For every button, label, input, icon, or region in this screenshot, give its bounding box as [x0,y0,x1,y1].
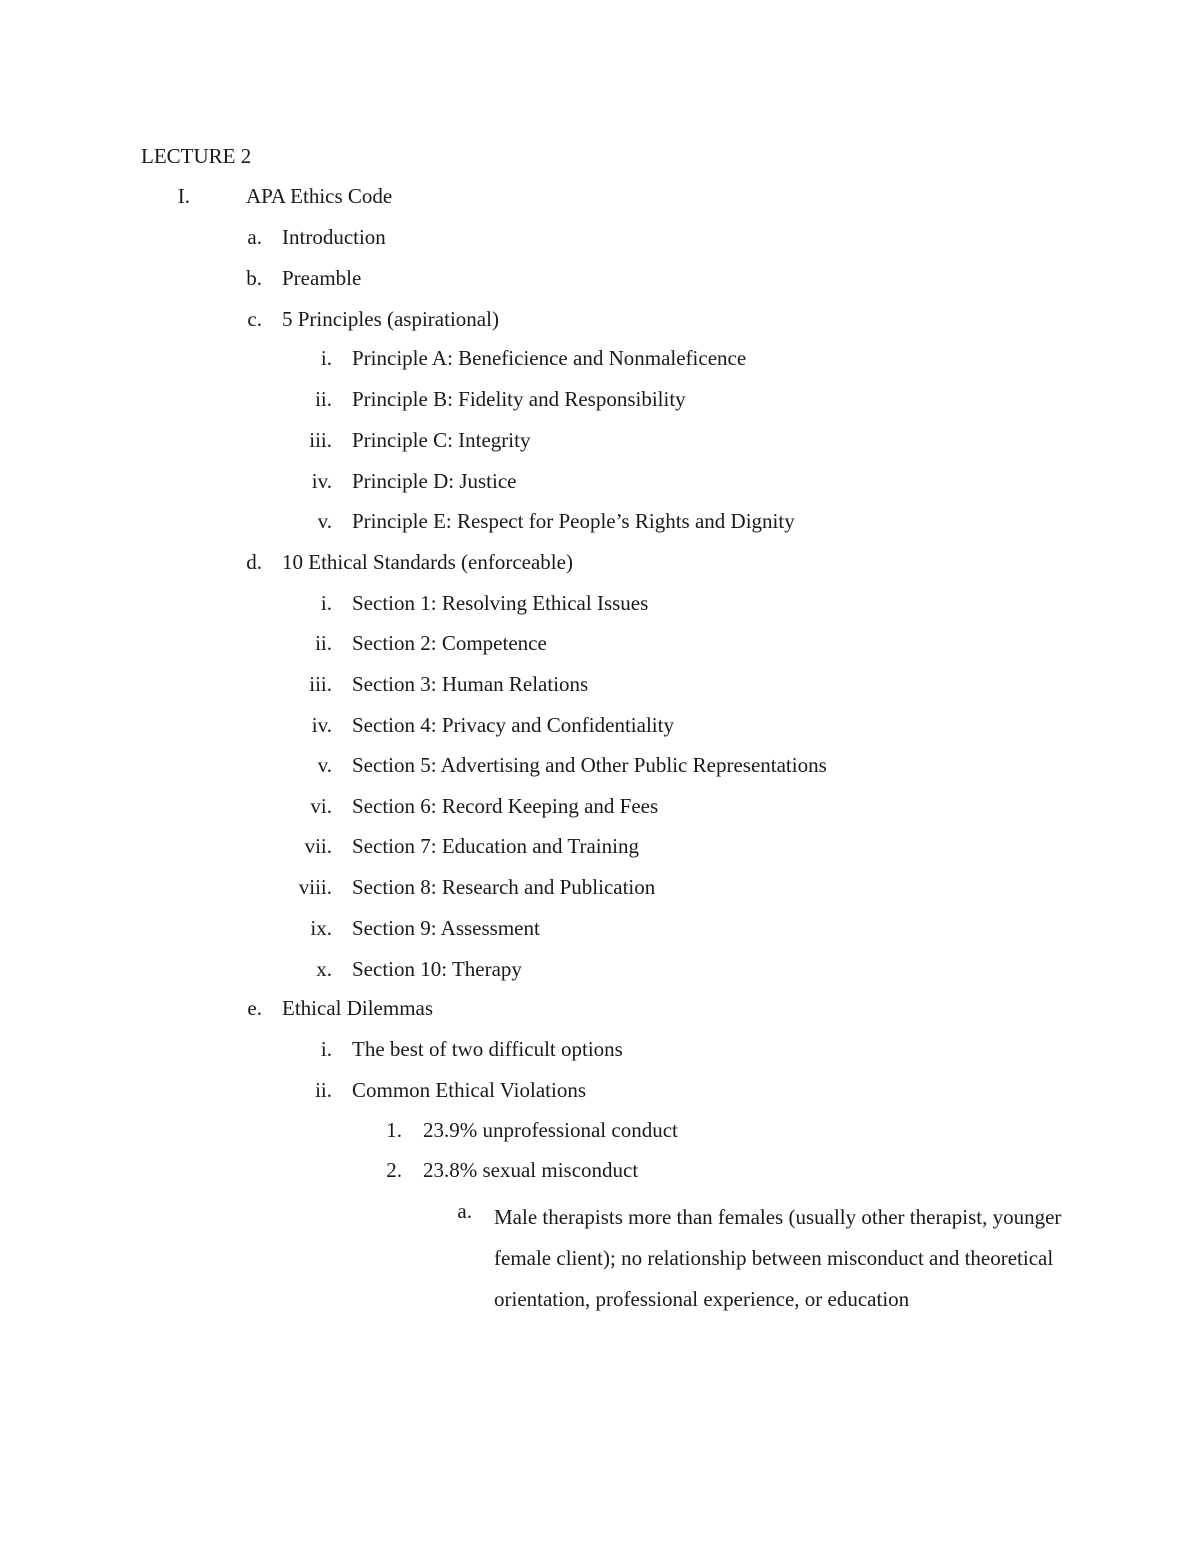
outline-marker: vii. [304,834,332,858]
outline-label: Section 5: Advertising and Other Public Representations [352,753,827,777]
outline-label: Principle A: Beneficience and Nonmaleficence [352,346,747,370]
outline-marker: e. [247,996,262,1020]
outline-label: 23.9% unprofessional conduct [423,1118,678,1142]
outline-marker: I. [177,184,190,208]
outline-marker: iv. [311,469,332,493]
outline-label: APA Ethics Code [246,184,393,208]
outline-label: Section 6: Record Keeping and Fees [352,794,659,818]
outline-label: Section 10: Therapy [352,957,522,981]
outline-marker: iv. [311,713,332,737]
outline-label: Section 1: Resolving Ethical Issues [352,591,649,615]
outline-label: 5 Principles (aspirational) [282,307,499,331]
outline-label: Principle C: Integrity [352,428,531,452]
outline-marker: a. [247,225,262,249]
outline-label: 10 Ethical Standards (enforceable) [282,550,573,574]
outline-label: Principle B: Fidelity and Responsibility [352,387,686,411]
outline-label: Preamble [282,266,362,290]
outline-label: Section 8: Research and Publication [352,875,656,899]
outline-label: Ethical Dilemmas [282,996,434,1020]
outline-marker: viii. [298,875,332,899]
misconduct-note: Male therapists more than females (usually other therapist, younger female client); no relationship between misconduct and theoretical orientation, professional experience, or education [494,1205,1062,1311]
outline-marker: v. [317,753,332,777]
outline-label: Section 2: Competence [352,631,547,655]
outline-marker: ix. [310,916,332,940]
outline-marker: a. [457,1199,472,1223]
outline-label: 23.8% sexual misconduct [423,1158,639,1182]
outline-label: Section 9: Assessment [352,916,540,940]
outline-marker: i. [320,1037,332,1061]
outline-marker: iii. [309,672,332,696]
outline-marker: 1. [386,1118,402,1142]
outline-marker: c. [247,307,262,331]
outline-marker: ii. [315,1078,332,1102]
outline-marker: d. [246,550,262,574]
outline-label: Principle D: Justice [352,469,517,493]
outline-label: Introduction [282,225,386,249]
outline-marker: ii. [315,387,332,411]
outline-label: Section 3: Human Relations [352,672,589,696]
outline-marker: i. [320,591,332,615]
outline-marker: b. [246,266,262,290]
outline-marker: x. [316,957,332,981]
outline-marker: vi. [310,794,332,818]
outline-marker: ii. [315,631,332,655]
outline-marker: 2. [386,1158,402,1182]
outline-label: Common Ethical Violations [352,1078,587,1102]
outline-label: Principle E: Respect for People’s Rights and Dignity [352,509,795,533]
outline-label: The best of two difficult options [352,1037,623,1061]
outline-marker: i. [320,346,332,370]
outline-label: Section 4: Privacy and Confidentiality [352,713,674,737]
outline-marker: v. [317,509,332,533]
lecture-title: LECTURE 2 [141,144,252,168]
outline-label: Section 7: Education and Training [352,834,639,858]
outline-marker: iii. [309,428,332,452]
